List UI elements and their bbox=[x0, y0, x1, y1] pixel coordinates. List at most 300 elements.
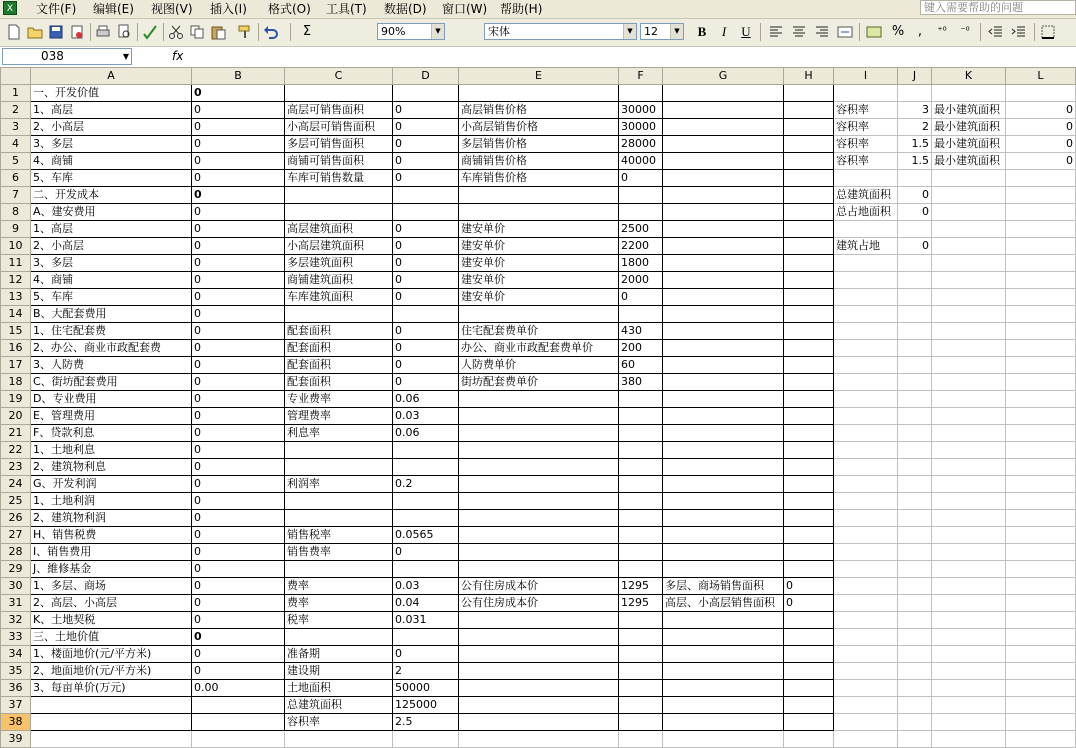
chevron-down-icon[interactable]: ▼ bbox=[431, 24, 444, 39]
cell-c12[interactable]: 商铺建筑面积 bbox=[285, 272, 393, 289]
cell-b15[interactable]: 0 bbox=[192, 323, 285, 340]
cell-f13[interactable]: 0 bbox=[619, 289, 663, 306]
cell-b20[interactable]: 0 bbox=[192, 408, 285, 425]
cell-k3[interactable]: 最小建筑面积 bbox=[932, 119, 1006, 136]
column-header-e[interactable]: E bbox=[459, 68, 619, 85]
cell-i13[interactable] bbox=[834, 289, 898, 306]
cell-k30[interactable] bbox=[932, 578, 1006, 595]
cell-l34[interactable] bbox=[1006, 646, 1076, 663]
cell-f12[interactable]: 2000 bbox=[619, 272, 663, 289]
cell-g32[interactable] bbox=[663, 612, 784, 629]
open-folder-icon[interactable] bbox=[27, 24, 43, 40]
column-header-c[interactable]: C bbox=[285, 68, 393, 85]
row-header[interactable]: 27 bbox=[1, 527, 31, 544]
cell-j11[interactable] bbox=[898, 255, 932, 272]
row-header[interactable]: 37 bbox=[1, 697, 31, 714]
cell-i6[interactable] bbox=[834, 170, 898, 187]
cell-e39[interactable] bbox=[459, 731, 619, 748]
cut-icon[interactable] bbox=[168, 24, 184, 40]
cell-k38[interactable] bbox=[932, 714, 1006, 731]
cell-c20[interactable]: 管理费率 bbox=[285, 408, 393, 425]
cell-i12[interactable] bbox=[834, 272, 898, 289]
cell-j20[interactable] bbox=[898, 408, 932, 425]
cell-i35[interactable] bbox=[834, 663, 898, 680]
cell-i15[interactable] bbox=[834, 323, 898, 340]
cell-g8[interactable] bbox=[663, 204, 784, 221]
cell-l14[interactable] bbox=[1006, 306, 1076, 323]
cell-d39[interactable] bbox=[393, 731, 459, 748]
cell-b4[interactable]: 0 bbox=[192, 136, 285, 153]
cell-e12[interactable]: 建安单价 bbox=[459, 272, 619, 289]
cell-d22[interactable] bbox=[393, 442, 459, 459]
cell-e26[interactable] bbox=[459, 510, 619, 527]
menu-tools[interactable]: 工具(T) bbox=[326, 2, 367, 16]
cell-e6[interactable]: 车库销售价格 bbox=[459, 170, 619, 187]
cell-f16[interactable]: 200 bbox=[619, 340, 663, 357]
print-preview-icon[interactable] bbox=[116, 24, 132, 40]
cell-e30[interactable]: 公有住房成本价 bbox=[459, 578, 619, 595]
cell-b10[interactable]: 0 bbox=[192, 238, 285, 255]
cell-a8[interactable]: A、建安费用 bbox=[31, 204, 192, 221]
cell-j34[interactable] bbox=[898, 646, 932, 663]
cell-g15[interactable] bbox=[663, 323, 784, 340]
column-header-f[interactable]: F bbox=[619, 68, 663, 85]
cell-k35[interactable] bbox=[932, 663, 1006, 680]
cell-i29[interactable] bbox=[834, 561, 898, 578]
cell-k1[interactable] bbox=[932, 85, 1006, 102]
cell-l31[interactable] bbox=[1006, 595, 1076, 612]
cell-g31[interactable]: 高层、小高层销售面积 bbox=[663, 595, 784, 612]
cell-j6[interactable] bbox=[898, 170, 932, 187]
cell-i8[interactable]: 总占地面积 bbox=[834, 204, 898, 221]
cell-g25[interactable] bbox=[663, 493, 784, 510]
cell-g23[interactable] bbox=[663, 459, 784, 476]
row-header[interactable]: 23 bbox=[1, 459, 31, 476]
cell-b14[interactable]: 0 bbox=[192, 306, 285, 323]
cell-f19[interactable] bbox=[619, 391, 663, 408]
cell-a23[interactable]: 2、建筑物利息 bbox=[31, 459, 192, 476]
cell-k7[interactable] bbox=[932, 187, 1006, 204]
cell-f31[interactable]: 1295 bbox=[619, 595, 663, 612]
cell-l30[interactable] bbox=[1006, 578, 1076, 595]
cell-d29[interactable] bbox=[393, 561, 459, 578]
cell-l21[interactable] bbox=[1006, 425, 1076, 442]
cell-c26[interactable] bbox=[285, 510, 393, 527]
cell-j27[interactable] bbox=[898, 527, 932, 544]
cell-h1[interactable] bbox=[784, 85, 834, 102]
cell-h2[interactable] bbox=[784, 102, 834, 119]
cell-l24[interactable] bbox=[1006, 476, 1076, 493]
cell-d31[interactable]: 0.04 bbox=[393, 595, 459, 612]
cell-f7[interactable] bbox=[619, 187, 663, 204]
cell-h16[interactable] bbox=[784, 340, 834, 357]
row-header[interactable]: 26 bbox=[1, 510, 31, 527]
font-size-select[interactable] bbox=[640, 23, 684, 40]
cell-b9[interactable]: 0 bbox=[192, 221, 285, 238]
cell-i2[interactable]: 容积率 bbox=[834, 102, 898, 119]
cell-k23[interactable] bbox=[932, 459, 1006, 476]
cell-b3[interactable]: 0 bbox=[192, 119, 285, 136]
cell-f37[interactable] bbox=[619, 697, 663, 714]
cell-c8[interactable] bbox=[285, 204, 393, 221]
cell-f24[interactable] bbox=[619, 476, 663, 493]
row-header[interactable]: 14 bbox=[1, 306, 31, 323]
cell-d3[interactable]: 0 bbox=[393, 119, 459, 136]
cell-f27[interactable] bbox=[619, 527, 663, 544]
cell-g28[interactable] bbox=[663, 544, 784, 561]
cell-i26[interactable] bbox=[834, 510, 898, 527]
cell-h14[interactable] bbox=[784, 306, 834, 323]
merge-center-icon[interactable] bbox=[837, 24, 853, 40]
cell-l28[interactable] bbox=[1006, 544, 1076, 561]
cell-j22[interactable] bbox=[898, 442, 932, 459]
cell-k5[interactable]: 最小建筑面积 bbox=[932, 153, 1006, 170]
cell-a21[interactable]: F、贷款利息 bbox=[31, 425, 192, 442]
cell-l22[interactable] bbox=[1006, 442, 1076, 459]
cell-a33[interactable]: 三、土地价值 bbox=[31, 629, 192, 646]
cell-j4[interactable]: 1.5 bbox=[898, 136, 932, 153]
cell-g36[interactable] bbox=[663, 680, 784, 697]
cell-j25[interactable] bbox=[898, 493, 932, 510]
cell-c34[interactable]: 准备期 bbox=[285, 646, 393, 663]
cell-f32[interactable] bbox=[619, 612, 663, 629]
cell-g33[interactable] bbox=[663, 629, 784, 646]
cell-g37[interactable] bbox=[663, 697, 784, 714]
cell-a6[interactable]: 5、车库 bbox=[31, 170, 192, 187]
cell-l10[interactable] bbox=[1006, 238, 1076, 255]
cell-c2[interactable]: 高层可销售面积 bbox=[285, 102, 393, 119]
cell-c13[interactable]: 车库建筑面积 bbox=[285, 289, 393, 306]
cell-d38[interactable]: 2.5 bbox=[393, 714, 459, 731]
cell-g13[interactable] bbox=[663, 289, 784, 306]
cell-c16[interactable]: 配套面积 bbox=[285, 340, 393, 357]
cell-g26[interactable] bbox=[663, 510, 784, 527]
cell-j13[interactable] bbox=[898, 289, 932, 306]
cell-d20[interactable]: 0.03 bbox=[393, 408, 459, 425]
cell-a18[interactable]: C、街坊配套费用 bbox=[31, 374, 192, 391]
cell-f18[interactable]: 380 bbox=[619, 374, 663, 391]
cell-e8[interactable] bbox=[459, 204, 619, 221]
cell-c5[interactable]: 商铺可销售面积 bbox=[285, 153, 393, 170]
cell-a31[interactable]: 2、高层、小高层 bbox=[31, 595, 192, 612]
cell-e37[interactable] bbox=[459, 697, 619, 714]
cell-h35[interactable] bbox=[784, 663, 834, 680]
cell-d35[interactable]: 2 bbox=[393, 663, 459, 680]
cell-b21[interactable]: 0 bbox=[192, 425, 285, 442]
cell-i38[interactable] bbox=[834, 714, 898, 731]
cell-g22[interactable] bbox=[663, 442, 784, 459]
row-header[interactable]: 19 bbox=[1, 391, 31, 408]
cell-a19[interactable]: D、专业费用 bbox=[31, 391, 192, 408]
cell-d32[interactable]: 0.031 bbox=[393, 612, 459, 629]
cell-e16[interactable]: 办公、商业市政配套费单价 bbox=[459, 340, 619, 357]
cell-i28[interactable] bbox=[834, 544, 898, 561]
name-box[interactable] bbox=[2, 48, 132, 65]
excel-app-icon[interactable]: X bbox=[3, 1, 17, 15]
row-header[interactable]: 10 bbox=[1, 238, 31, 255]
cell-b7[interactable]: 0 bbox=[192, 187, 285, 204]
cell-l38[interactable] bbox=[1006, 714, 1076, 731]
cell-a3[interactable]: 2、小高层 bbox=[31, 119, 192, 136]
cell-a5[interactable]: 4、商铺 bbox=[31, 153, 192, 170]
cell-l16[interactable] bbox=[1006, 340, 1076, 357]
cell-d24[interactable]: 0.2 bbox=[393, 476, 459, 493]
row-header[interactable]: 13 bbox=[1, 289, 31, 306]
cell-i21[interactable] bbox=[834, 425, 898, 442]
cell-g2[interactable] bbox=[663, 102, 784, 119]
cell-h11[interactable] bbox=[784, 255, 834, 272]
cell-b32[interactable]: 0 bbox=[192, 612, 285, 629]
cell-i37[interactable] bbox=[834, 697, 898, 714]
cell-l9[interactable] bbox=[1006, 221, 1076, 238]
cell-h19[interactable] bbox=[784, 391, 834, 408]
cell-k15[interactable] bbox=[932, 323, 1006, 340]
chevron-down-icon[interactable]: ▼ bbox=[122, 52, 129, 61]
row-header[interactable]: 16 bbox=[1, 340, 31, 357]
paste-icon[interactable] bbox=[210, 24, 226, 40]
cell-i31[interactable] bbox=[834, 595, 898, 612]
cell-c33[interactable] bbox=[285, 629, 393, 646]
cell-d5[interactable]: 0 bbox=[393, 153, 459, 170]
cell-e14[interactable] bbox=[459, 306, 619, 323]
cell-a10[interactable]: 2、小高层 bbox=[31, 238, 192, 255]
cell-g6[interactable] bbox=[663, 170, 784, 187]
cell-a37[interactable] bbox=[31, 697, 192, 714]
cell-g9[interactable] bbox=[663, 221, 784, 238]
cell-l36[interactable] bbox=[1006, 680, 1076, 697]
cell-g35[interactable] bbox=[663, 663, 784, 680]
cell-a15[interactable]: 1、住宅配套费 bbox=[31, 323, 192, 340]
cell-k31[interactable] bbox=[932, 595, 1006, 612]
cell-l27[interactable] bbox=[1006, 527, 1076, 544]
cell-l23[interactable] bbox=[1006, 459, 1076, 476]
cell-h13[interactable] bbox=[784, 289, 834, 306]
column-header-b[interactable]: B bbox=[192, 68, 285, 85]
cell-i1[interactable] bbox=[834, 85, 898, 102]
cell-c30[interactable]: 费率 bbox=[285, 578, 393, 595]
menu-edit[interactable]: 编辑(E) bbox=[93, 2, 134, 16]
cell-h5[interactable] bbox=[784, 153, 834, 170]
decrease-decimal-icon[interactable]: ⁻⁰ bbox=[960, 26, 970, 37]
cell-k26[interactable] bbox=[932, 510, 1006, 527]
cell-b31[interactable]: 0 bbox=[192, 595, 285, 612]
row-header[interactable]: 15 bbox=[1, 323, 31, 340]
cell-b27[interactable]: 0 bbox=[192, 527, 285, 544]
cell-k12[interactable] bbox=[932, 272, 1006, 289]
cell-a30[interactable]: 1、多层、商场 bbox=[31, 578, 192, 595]
cell-d30[interactable]: 0.03 bbox=[393, 578, 459, 595]
cell-l39[interactable] bbox=[1006, 731, 1076, 748]
select-all-corner[interactable] bbox=[1, 68, 31, 85]
cell-j16[interactable] bbox=[898, 340, 932, 357]
cell-e23[interactable] bbox=[459, 459, 619, 476]
cell-b26[interactable]: 0 bbox=[192, 510, 285, 527]
cell-a9[interactable]: 1、高层 bbox=[31, 221, 192, 238]
cell-i18[interactable] bbox=[834, 374, 898, 391]
cell-k11[interactable] bbox=[932, 255, 1006, 272]
cell-e18[interactable]: 街坊配套费单价 bbox=[459, 374, 619, 391]
decrease-indent-icon[interactable] bbox=[988, 24, 1004, 40]
cell-j23[interactable] bbox=[898, 459, 932, 476]
cell-i10[interactable]: 建筑占地 bbox=[834, 238, 898, 255]
row-header[interactable]: 17 bbox=[1, 357, 31, 374]
cell-l19[interactable] bbox=[1006, 391, 1076, 408]
cell-h32[interactable] bbox=[784, 612, 834, 629]
cell-l25[interactable] bbox=[1006, 493, 1076, 510]
column-header-g[interactable]: G bbox=[663, 68, 784, 85]
cell-l12[interactable] bbox=[1006, 272, 1076, 289]
cell-j8[interactable]: 0 bbox=[898, 204, 932, 221]
column-header-a[interactable]: A bbox=[31, 68, 192, 85]
cell-l11[interactable] bbox=[1006, 255, 1076, 272]
cell-k24[interactable] bbox=[932, 476, 1006, 493]
cell-i25[interactable] bbox=[834, 493, 898, 510]
cell-e35[interactable] bbox=[459, 663, 619, 680]
cell-e27[interactable] bbox=[459, 527, 619, 544]
cell-e13[interactable]: 建安单价 bbox=[459, 289, 619, 306]
cell-k4[interactable]: 最小建筑面积 bbox=[932, 136, 1006, 153]
cell-j1[interactable] bbox=[898, 85, 932, 102]
cell-e34[interactable] bbox=[459, 646, 619, 663]
cell-h27[interactable] bbox=[784, 527, 834, 544]
cell-h3[interactable] bbox=[784, 119, 834, 136]
cell-i36[interactable] bbox=[834, 680, 898, 697]
cell-i32[interactable] bbox=[834, 612, 898, 629]
cell-j15[interactable] bbox=[898, 323, 932, 340]
cell-a4[interactable]: 3、多层 bbox=[31, 136, 192, 153]
cell-f34[interactable] bbox=[619, 646, 663, 663]
cell-d37[interactable]: 125000 bbox=[393, 697, 459, 714]
cell-h25[interactable] bbox=[784, 493, 834, 510]
cell-b6[interactable]: 0 bbox=[192, 170, 285, 187]
cell-a12[interactable]: 4、商铺 bbox=[31, 272, 192, 289]
row-header[interactable]: 24 bbox=[1, 476, 31, 493]
cell-k29[interactable] bbox=[932, 561, 1006, 578]
cell-k32[interactable] bbox=[932, 612, 1006, 629]
row-header[interactable]: 33 bbox=[1, 629, 31, 646]
cell-l2[interactable]: 0 bbox=[1006, 102, 1076, 119]
cell-k36[interactable] bbox=[932, 680, 1006, 697]
cell-f39[interactable] bbox=[619, 731, 663, 748]
cell-h15[interactable] bbox=[784, 323, 834, 340]
cell-i27[interactable] bbox=[834, 527, 898, 544]
print-icon[interactable] bbox=[95, 24, 111, 40]
cell-c7[interactable] bbox=[285, 187, 393, 204]
cell-k25[interactable] bbox=[932, 493, 1006, 510]
cell-g38[interactable] bbox=[663, 714, 784, 731]
align-center-icon[interactable] bbox=[791, 24, 807, 40]
menu-view[interactable]: 视图(V) bbox=[151, 2, 193, 16]
cell-b17[interactable]: 0 bbox=[192, 357, 285, 374]
cell-b8[interactable]: 0 bbox=[192, 204, 285, 221]
cell-i24[interactable] bbox=[834, 476, 898, 493]
cell-a35[interactable]: 2、地面地价(元/平方米) bbox=[31, 663, 192, 680]
cell-h31[interactable]: 0 bbox=[784, 595, 834, 612]
permission-icon[interactable] bbox=[69, 24, 85, 40]
cell-c25[interactable] bbox=[285, 493, 393, 510]
comma-button[interactable]: , bbox=[917, 24, 923, 39]
column-header-i[interactable]: I bbox=[834, 68, 898, 85]
row-header[interactable]: 4 bbox=[1, 136, 31, 153]
cell-h8[interactable] bbox=[784, 204, 834, 221]
cell-j18[interactable] bbox=[898, 374, 932, 391]
cell-k37[interactable] bbox=[932, 697, 1006, 714]
cell-g30[interactable]: 多层、商场销售面积 bbox=[663, 578, 784, 595]
cell-g5[interactable] bbox=[663, 153, 784, 170]
cell-f20[interactable] bbox=[619, 408, 663, 425]
cell-e29[interactable] bbox=[459, 561, 619, 578]
cell-j36[interactable] bbox=[898, 680, 932, 697]
cell-a13[interactable]: 5、车库 bbox=[31, 289, 192, 306]
menu-file[interactable]: 文件(F) bbox=[36, 2, 77, 16]
cell-b13[interactable]: 0 bbox=[192, 289, 285, 306]
cell-h20[interactable] bbox=[784, 408, 834, 425]
cell-c28[interactable]: 销售费率 bbox=[285, 544, 393, 561]
cell-b24[interactable]: 0 bbox=[192, 476, 285, 493]
cell-b18[interactable]: 0 bbox=[192, 374, 285, 391]
cell-b35[interactable]: 0 bbox=[192, 663, 285, 680]
cell-b25[interactable]: 0 bbox=[192, 493, 285, 510]
cell-d10[interactable]: 0 bbox=[393, 238, 459, 255]
cell-f11[interactable]: 1800 bbox=[619, 255, 663, 272]
cell-j31[interactable] bbox=[898, 595, 932, 612]
bold-button[interactable]: B bbox=[697, 24, 707, 39]
cell-h38[interactable] bbox=[784, 714, 834, 731]
cell-g1[interactable] bbox=[663, 85, 784, 102]
cell-k34[interactable] bbox=[932, 646, 1006, 663]
row-header[interactable]: 2 bbox=[1, 102, 31, 119]
underline-button[interactable]: U bbox=[741, 24, 751, 39]
increase-decimal-icon[interactable]: ⁺⁰ bbox=[937, 26, 947, 37]
cell-e33[interactable] bbox=[459, 629, 619, 646]
cell-k9[interactable] bbox=[932, 221, 1006, 238]
cell-d16[interactable]: 0 bbox=[393, 340, 459, 357]
cell-d8[interactable] bbox=[393, 204, 459, 221]
cell-l17[interactable] bbox=[1006, 357, 1076, 374]
cell-g34[interactable] bbox=[663, 646, 784, 663]
cell-b38[interactable] bbox=[192, 714, 285, 731]
cell-g4[interactable] bbox=[663, 136, 784, 153]
menu-insert[interactable]: 插入(I) bbox=[210, 2, 247, 16]
cell-f36[interactable] bbox=[619, 680, 663, 697]
cell-d4[interactable]: 0 bbox=[393, 136, 459, 153]
cell-d14[interactable] bbox=[393, 306, 459, 323]
cell-b16[interactable]: 0 bbox=[192, 340, 285, 357]
cell-g17[interactable] bbox=[663, 357, 784, 374]
cell-c39[interactable] bbox=[285, 731, 393, 748]
cell-a24[interactable]: G、开发利润 bbox=[31, 476, 192, 493]
row-header[interactable]: 30 bbox=[1, 578, 31, 595]
cell-a39[interactable] bbox=[31, 731, 192, 748]
cell-b36[interactable]: 0.00 bbox=[192, 680, 285, 697]
cell-h26[interactable] bbox=[784, 510, 834, 527]
cell-j19[interactable] bbox=[898, 391, 932, 408]
cell-a20[interactable]: E、管理费用 bbox=[31, 408, 192, 425]
cell-g12[interactable] bbox=[663, 272, 784, 289]
row-header[interactable]: 11 bbox=[1, 255, 31, 272]
cell-j12[interactable] bbox=[898, 272, 932, 289]
cell-i11[interactable] bbox=[834, 255, 898, 272]
cell-c1[interactable] bbox=[285, 85, 393, 102]
cell-j29[interactable] bbox=[898, 561, 932, 578]
cell-a25[interactable]: 1、土地利润 bbox=[31, 493, 192, 510]
cell-d6[interactable]: 0 bbox=[393, 170, 459, 187]
cell-a36[interactable]: 3、每亩单价(万元) bbox=[31, 680, 192, 697]
cell-i20[interactable] bbox=[834, 408, 898, 425]
cell-h23[interactable] bbox=[784, 459, 834, 476]
row-header[interactable]: 18 bbox=[1, 374, 31, 391]
cell-j9[interactable] bbox=[898, 221, 932, 238]
